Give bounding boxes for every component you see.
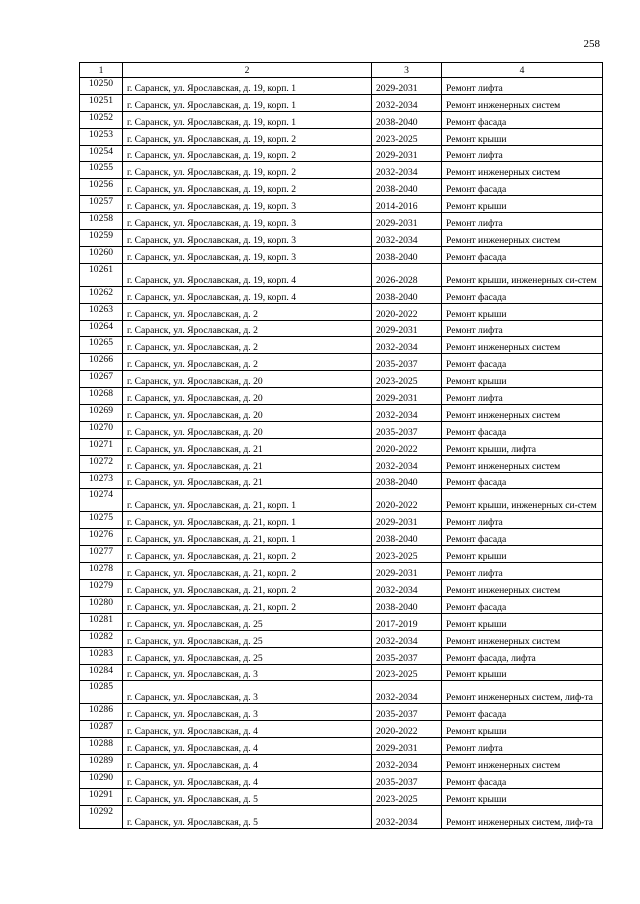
row-number-cell: 10268 (80, 388, 123, 405)
table-row (80, 230, 603, 247)
address-cell: г. Саранск, ул. Ярославская, д. 19, корп. 3 (123, 246, 372, 263)
address-cell: г. Саранск, ул. Ярославская, д. 19, корп. 1 (123, 111, 372, 128)
period-cell: 2035-2037 (372, 771, 442, 788)
address-cell: г. Саранск, ул. Ярославская, д. 4 (123, 721, 372, 738)
work-type-cell: Ремонт инженерных систем (442, 455, 603, 472)
row-number-cell: 10252 (80, 111, 123, 128)
work-type-cell: Ремонт фасада, лифта (442, 647, 603, 664)
work-type-cell: Ремонт фасада (442, 771, 603, 788)
address-cell: г. Саранск, ул. Ярославская, д. 21, корп. 1 (123, 489, 372, 512)
period-cell: 2023-2025 (372, 664, 442, 681)
period-cell: 2026-2028 (372, 263, 442, 286)
period-cell: 2020-2022 (372, 721, 442, 738)
row-number-cell: 10276 (80, 529, 123, 546)
table-row (80, 438, 603, 455)
table-row (80, 596, 603, 613)
work-type-cell: Ремонт лифта (442, 512, 603, 529)
period-cell: 2032-2034 (372, 580, 442, 597)
period-cell: 2038-2040 (372, 246, 442, 263)
address-cell: г. Саранск, ул. Ярославская, д. 2 (123, 303, 372, 320)
period-cell: 2029-2031 (372, 145, 442, 162)
table-row (80, 647, 603, 664)
work-type-cell: Ремонт фасада (442, 354, 603, 371)
work-type-cell: Ремонт фасада (442, 529, 603, 546)
table-row (80, 388, 603, 405)
table-row (80, 738, 603, 755)
period-cell: 2038-2040 (372, 111, 442, 128)
work-type-cell: Ремонт лифта (442, 78, 603, 95)
period-cell: 2032-2034 (372, 681, 442, 704)
address-cell: г. Саранск, ул. Ярославская, д. 21, корп. 2 (123, 563, 372, 580)
row-number-cell: 10271 (80, 438, 123, 455)
address-cell: г. Саранск, ул. Ярославская, д. 19, корп. 1 (123, 78, 372, 95)
address-cell: г. Саранск, ул. Ярославская, д. 5 (123, 805, 372, 828)
row-number-cell: 10266 (80, 354, 123, 371)
row-number-cell: 10284 (80, 664, 123, 681)
table-row (80, 111, 603, 128)
address-cell: г. Саранск, ул. Ярославская, д. 25 (123, 613, 372, 630)
table-row (80, 286, 603, 303)
address-cell: г. Саранск, ул. Ярославская, д. 5 (123, 788, 372, 805)
work-type-cell: Ремонт инженерных систем (442, 337, 603, 354)
address-cell: г. Саранск, ул. Ярославская, д. 2 (123, 337, 372, 354)
address-cell: г. Саранск, ул. Ярославская, д. 20 (123, 371, 372, 388)
table-row (80, 263, 603, 286)
address-cell: г. Саранск, ул. Ярославская, д. 19, корп. 4 (123, 263, 372, 286)
period-cell: 2023-2025 (372, 546, 442, 563)
table-row (80, 771, 603, 788)
work-type-cell: Ремонт лифта (442, 320, 603, 337)
row-number-cell: 10260 (80, 246, 123, 263)
table-row (80, 788, 603, 805)
period-cell: 2032-2034 (372, 805, 442, 828)
address-cell: г. Саранск, ул. Ярославская, д. 2 (123, 320, 372, 337)
work-type-cell: Ремонт инженерных систем (442, 630, 603, 647)
work-type-cell: Ремонт лифта (442, 388, 603, 405)
table-row (80, 563, 603, 580)
column-header-4: 4 (442, 63, 603, 78)
column-header-1: 1 (80, 63, 123, 78)
address-cell: г. Саранск, ул. Ярославская, д. 4 (123, 755, 372, 772)
period-cell: 2035-2037 (372, 647, 442, 664)
work-type-cell: Ремонт крыши (442, 303, 603, 320)
work-type-cell: Ремонт лифта (442, 213, 603, 230)
row-number-cell: 10257 (80, 196, 123, 213)
period-cell: 2038-2040 (372, 529, 442, 546)
address-cell: г. Саранск, ул. Ярославская, д. 3 (123, 704, 372, 721)
work-type-cell: Ремонт крыши (442, 128, 603, 145)
address-cell: г. Саранск, ул. Ярославская, д. 4 (123, 771, 372, 788)
period-cell: 2038-2040 (372, 286, 442, 303)
address-cell: г. Саранск, ул. Ярославская, д. 21, корп. 2 (123, 596, 372, 613)
row-number-cell: 10272 (80, 455, 123, 472)
period-cell: 2032-2034 (372, 455, 442, 472)
period-cell: 2020-2022 (372, 489, 442, 512)
period-cell: 2020-2022 (372, 438, 442, 455)
row-number-cell: 10285 (80, 681, 123, 704)
table-row (80, 721, 603, 738)
table-row (80, 246, 603, 263)
row-number-cell: 10286 (80, 704, 123, 721)
period-cell: 2032-2034 (372, 94, 442, 111)
row-number-cell: 10254 (80, 145, 123, 162)
work-type-cell: Ремонт крыши (442, 664, 603, 681)
row-number-cell: 10287 (80, 721, 123, 738)
period-cell: 2020-2022 (372, 303, 442, 320)
table-row (80, 337, 603, 354)
work-type-cell: Ремонт крыши, инженерных си-стем (442, 489, 603, 512)
period-cell: 2035-2037 (372, 354, 442, 371)
row-number-cell: 10283 (80, 647, 123, 664)
period-cell: 2038-2040 (372, 596, 442, 613)
period-cell: 2038-2040 (372, 179, 442, 196)
address-cell: г. Саранск, ул. Ярославская, д. 19, корп. 2 (123, 162, 372, 179)
address-cell: г. Саранск, ул. Ярославская, д. 20 (123, 421, 372, 438)
period-cell: 2029-2031 (372, 738, 442, 755)
address-cell: г. Саранск, ул. Ярославская, д. 19, корп. 2 (123, 179, 372, 196)
address-cell: г. Саранск, ул. Ярославская, д. 19, корп. 3 (123, 230, 372, 247)
work-type-cell: Ремонт лифта (442, 563, 603, 580)
address-cell: г. Саранск, ул. Ярославская, д. 21, корп. 1 (123, 529, 372, 546)
address-cell: г. Саранск, ул. Ярославская, д. 3 (123, 681, 372, 704)
period-cell: 2032-2034 (372, 162, 442, 179)
table-row (80, 455, 603, 472)
table-row (80, 371, 603, 388)
table-row (80, 196, 603, 213)
row-number-cell: 10264 (80, 320, 123, 337)
period-cell: 2023-2025 (372, 371, 442, 388)
table-header-row (80, 63, 603, 78)
repair-schedule-table (79, 62, 603, 829)
work-type-cell: Ремонт инженерных систем (442, 755, 603, 772)
address-cell: г. Саранск, ул. Ярославская, д. 20 (123, 388, 372, 405)
row-number-cell: 10274 (80, 489, 123, 512)
work-type-cell: Ремонт крыши (442, 613, 603, 630)
work-type-cell: Ремонт крыши (442, 546, 603, 563)
table-row (80, 128, 603, 145)
period-cell: 2035-2037 (372, 421, 442, 438)
table-row (80, 489, 603, 512)
row-number-cell: 10279 (80, 580, 123, 597)
period-cell: 2017-2019 (372, 613, 442, 630)
table-row (80, 354, 603, 371)
row-number-cell: 10255 (80, 162, 123, 179)
address-cell: г. Саранск, ул. Ярославская, д. 21 (123, 455, 372, 472)
work-type-cell: Ремонт крыши, инженерных си-стем (442, 263, 603, 286)
row-number-cell: 10280 (80, 596, 123, 613)
table-row (80, 805, 603, 828)
table-body (80, 78, 603, 829)
work-type-cell: Ремонт фасада (442, 179, 603, 196)
work-type-cell: Ремонт инженерных систем (442, 230, 603, 247)
period-cell: 2032-2034 (372, 630, 442, 647)
address-cell: г. Саранск, ул. Ярославская, д. 19, корп. 2 (123, 145, 372, 162)
table-row (80, 472, 603, 489)
address-cell: г. Саранск, ул. Ярославская, д. 21, корп. 2 (123, 546, 372, 563)
address-cell: г. Саранск, ул. Ярославская, д. 19, корп. 2 (123, 128, 372, 145)
work-type-cell: Ремонт фасада (442, 704, 603, 721)
page-number: 258 (583, 38, 600, 50)
table-row (80, 630, 603, 647)
row-number-cell: 10291 (80, 788, 123, 805)
row-number-cell: 10278 (80, 563, 123, 580)
work-type-cell: Ремонт инженерных систем (442, 162, 603, 179)
table-row (80, 580, 603, 597)
period-cell: 2029-2031 (372, 78, 442, 95)
row-number-cell: 10250 (80, 78, 123, 95)
work-type-cell: Ремонт фасада (442, 286, 603, 303)
row-number-cell: 10265 (80, 337, 123, 354)
table-row (80, 755, 603, 772)
table-row (80, 320, 603, 337)
work-type-cell: Ремонт инженерных систем (442, 405, 603, 422)
row-number-cell: 10270 (80, 421, 123, 438)
work-type-cell: Ремонт инженерных систем (442, 580, 603, 597)
address-cell: г. Саранск, ул. Ярославская, д. 19, корп. 3 (123, 213, 372, 230)
table-row (80, 681, 603, 704)
address-cell: г. Саранск, ул. Ярославская, д. 19, корп. 1 (123, 94, 372, 111)
work-type-cell: Ремонт крыши (442, 788, 603, 805)
row-number-cell: 10267 (80, 371, 123, 388)
address-cell: г. Саранск, ул. Ярославская, д. 3 (123, 664, 372, 681)
address-cell: г. Саранск, ул. Ярославская, д. 21 (123, 438, 372, 455)
row-number-cell: 10262 (80, 286, 123, 303)
period-cell: 2032-2034 (372, 755, 442, 772)
table-row (80, 421, 603, 438)
row-number-cell: 10289 (80, 755, 123, 772)
column-header-3: 3 (372, 63, 442, 78)
period-cell: 2023-2025 (372, 128, 442, 145)
work-type-cell: Ремонт крыши, лифта (442, 438, 603, 455)
table-row (80, 179, 603, 196)
period-cell: 2029-2031 (372, 213, 442, 230)
period-cell: 2029-2031 (372, 320, 442, 337)
address-cell: г. Саранск, ул. Ярославская, д. 19, корп. 3 (123, 196, 372, 213)
row-number-cell: 10256 (80, 179, 123, 196)
table-row (80, 704, 603, 721)
period-cell: 2029-2031 (372, 388, 442, 405)
period-cell: 2035-2037 (372, 704, 442, 721)
table-row (80, 664, 603, 681)
period-cell: 2032-2034 (372, 405, 442, 422)
period-cell: 2038-2040 (372, 472, 442, 489)
table-row (80, 94, 603, 111)
row-number-cell: 10251 (80, 94, 123, 111)
table-row (80, 303, 603, 320)
row-number-cell: 10258 (80, 213, 123, 230)
work-type-cell: Ремонт лифта (442, 145, 603, 162)
period-cell: 2029-2031 (372, 563, 442, 580)
table-row (80, 78, 603, 95)
work-type-cell: Ремонт инженерных систем (442, 94, 603, 111)
row-number-cell: 10269 (80, 405, 123, 422)
table-row (80, 546, 603, 563)
row-number-cell: 10253 (80, 128, 123, 145)
row-number-cell: 10281 (80, 613, 123, 630)
work-type-cell: Ремонт инженерных систем, лиф-та (442, 681, 603, 704)
work-type-cell: Ремонт крыши (442, 721, 603, 738)
address-cell: г. Саранск, ул. Ярославская, д. 2 (123, 354, 372, 371)
work-type-cell: Ремонт фасада (442, 111, 603, 128)
work-type-cell: Ремонт крыши (442, 196, 603, 213)
work-type-cell: Ремонт фасада (442, 246, 603, 263)
row-number-cell: 10277 (80, 546, 123, 563)
row-number-cell: 10259 (80, 230, 123, 247)
row-number-cell: 10263 (80, 303, 123, 320)
address-cell: г. Саранск, ул. Ярославская, д. 25 (123, 647, 372, 664)
address-cell: г. Саранск, ул. Ярославская, д. 20 (123, 405, 372, 422)
period-cell: 2014-2016 (372, 196, 442, 213)
row-number-cell: 10288 (80, 738, 123, 755)
address-cell: г. Саранск, ул. Ярославская, д. 25 (123, 630, 372, 647)
work-type-cell: Ремонт фасада (442, 421, 603, 438)
row-number-cell: 10261 (80, 263, 123, 286)
address-cell: г. Саранск, ул. Ярославская, д. 21, корп. 2 (123, 580, 372, 597)
work-type-cell: Ремонт лифта (442, 738, 603, 755)
table-row (80, 145, 603, 162)
table-row (80, 613, 603, 630)
address-cell: г. Саранск, ул. Ярославская, д. 21, корп. 1 (123, 512, 372, 529)
address-cell: г. Саранск, ул. Ярославская, д. 19, корп. 4 (123, 286, 372, 303)
period-cell: 2029-2031 (372, 512, 442, 529)
address-cell: г. Саранск, ул. Ярославская, д. 21 (123, 472, 372, 489)
table-row (80, 162, 603, 179)
address-cell: г. Саранск, ул. Ярославская, д. 4 (123, 738, 372, 755)
table-row (80, 529, 603, 546)
period-cell: 2032-2034 (372, 337, 442, 354)
work-type-cell: Ремонт фасада (442, 596, 603, 613)
row-number-cell: 10292 (80, 805, 123, 828)
work-type-cell: Ремонт крыши (442, 371, 603, 388)
row-number-cell: 10290 (80, 771, 123, 788)
work-type-cell: Ремонт инженерных систем, лиф-та (442, 805, 603, 828)
table-row (80, 405, 603, 422)
table-row (80, 512, 603, 529)
row-number-cell: 10273 (80, 472, 123, 489)
work-type-cell: Ремонт фасада (442, 472, 603, 489)
row-number-cell: 10275 (80, 512, 123, 529)
period-cell: 2032-2034 (372, 230, 442, 247)
column-header-2: 2 (123, 63, 372, 78)
table-row (80, 213, 603, 230)
period-cell: 2023-2025 (372, 788, 442, 805)
row-number-cell: 10282 (80, 630, 123, 647)
